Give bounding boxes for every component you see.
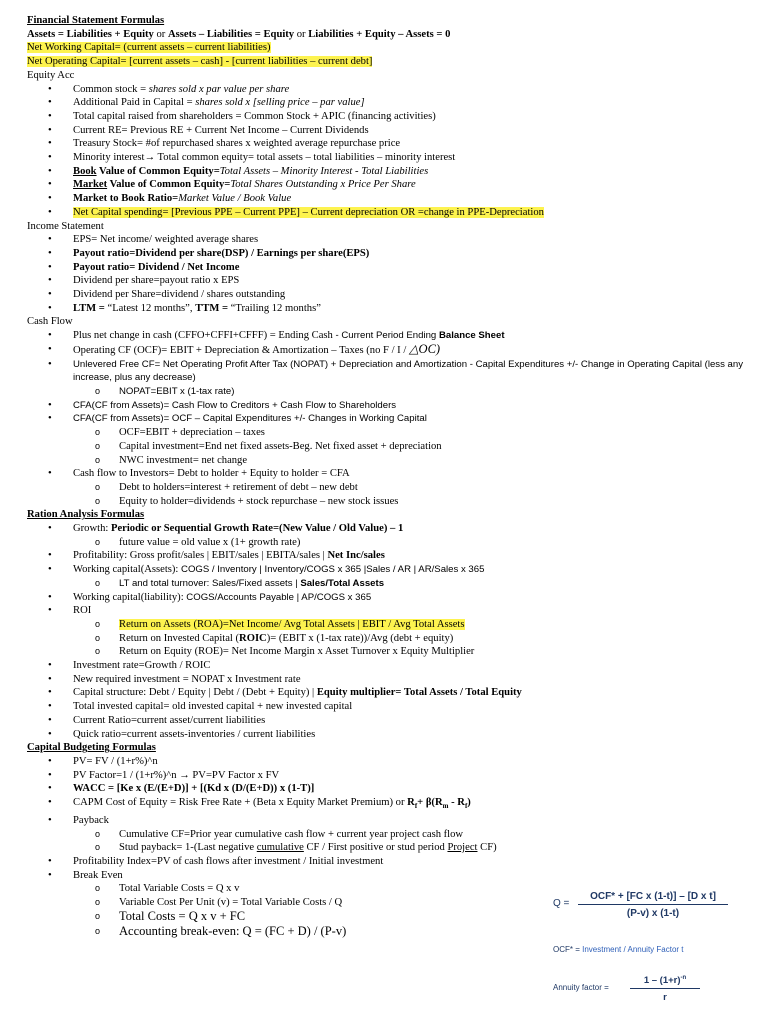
- sub-list-item: [27, 645, 757, 659]
- sub-list-item: [27, 454, 757, 468]
- list-item: [27, 467, 757, 481]
- text-run: shares sold x par value per share: [148, 83, 290, 95]
- text-run: Value of Common Equity=: [107, 179, 231, 191]
- text-run: Current Ratio=current asset/current liabilities: [73, 714, 266, 726]
- text-run: Book: [73, 165, 97, 177]
- text-run: Debt to holders=interest + retirement of debt – new debt: [119, 481, 358, 493]
- list-item: [27, 110, 757, 124]
- list-item: [27, 247, 757, 261]
- text-run: Project: [447, 842, 478, 854]
- text-run: Total invested capital= old invested capital + new invested capital: [73, 701, 353, 713]
- text-run: Common stock =: [73, 83, 149, 95]
- text-run: cumulative: [256, 842, 304, 854]
- text-run: Total Costs = Q x v + FC: [119, 908, 246, 923]
- text-run: CF): [477, 842, 497, 854]
- annuity-factor-label: Annuity factor =: [553, 983, 609, 992]
- text-run: WACC = [Ke x (E/(E+D)] + [(Kd x (D/(E+D)) x (1-T)]: [73, 783, 315, 795]
- ocf-star-value: Investment / Annuity Factor t: [582, 945, 684, 954]
- list-item: [27, 604, 757, 618]
- list-item: [27, 728, 757, 742]
- text-run: CAPM Cost of Equity = Risk Free Rate + (Beta x Equity Market Premium) or: [73, 797, 408, 809]
- q-formula-label: Q =: [553, 898, 570, 909]
- sub-list-item: [27, 828, 757, 842]
- text-run: “Latest 12 months”,: [107, 302, 196, 314]
- sub-list-item: [27, 536, 757, 550]
- equity-list: [27, 83, 757, 220]
- sub-list-item: [27, 925, 757, 940]
- ocf-star-prefix: OCF* =: [553, 945, 583, 954]
- text-run: NOPAT=EBIT x (1-tax rate): [119, 385, 235, 397]
- list-item: [27, 261, 757, 275]
- text-run: “Trailing 12 months”: [230, 302, 321, 314]
- ocf-star-definition: [553, 945, 684, 954]
- text-run: PV= FV / (1+r%)^n: [73, 755, 158, 767]
- q-denominator: (P-v) x (1-t): [626, 908, 680, 919]
- text-run: Return on Assets (ROA)=Net Income/ Avg Total Assets | EBIT / Avg Total Assets: [119, 618, 465, 630]
- cash-flow-heading: Cash Flow: [27, 316, 73, 328]
- text-run: )= (EBIT x (1-tax rate))/Avg (debt + equity): [266, 632, 454, 644]
- list-item: [27, 124, 757, 138]
- text-run: Assets = Liabilities + Equity: [27, 28, 154, 40]
- text-run: △OC): [408, 341, 441, 356]
- list-item: [27, 769, 757, 783]
- text-run: or: [294, 28, 309, 40]
- list-item: [27, 686, 757, 700]
- text-run: Total Shares Outstanding x Price Per Share: [230, 179, 416, 191]
- text-run: Total Assets – Minority Interest - Total Liabilities: [219, 165, 429, 177]
- list-item: [27, 288, 757, 302]
- text-run: m: [442, 802, 449, 811]
- list-item: [27, 137, 757, 151]
- list-item: [27, 755, 757, 769]
- net-working-capital: Net Working Capital= (current assets – current liabilities): [27, 42, 271, 54]
- text-run: Sales/Total Assets: [300, 577, 385, 589]
- text-run: COGS / Inventory | Inventory/COGS x 365 |Sales / AR | AR/Sales x 365: [181, 564, 485, 576]
- text-run: ROIC: [239, 632, 267, 644]
- list-item: [27, 329, 757, 343]
- list-item: [27, 700, 757, 714]
- list-item: [27, 192, 757, 206]
- text-run: Stud payback= 1-(Last negative: [119, 842, 257, 854]
- text-run: - R: [448, 797, 465, 809]
- text-run: Plus net change in cash (CFFO+CFFI+CFFF) = Ending Cash: [73, 330, 336, 342]
- text-run: Dividend per share=payout ratio x EPS: [73, 275, 240, 287]
- text-run: CFA(CF from Assets)= Cash Flow to Creditors + Cash Flow to Shareholders: [73, 399, 397, 411]
- list-item: [27, 673, 757, 687]
- text-run: ): [467, 797, 471, 809]
- list-item: [27, 714, 757, 728]
- annuity-denominator: r: [663, 992, 667, 1004]
- list-item: [27, 855, 757, 869]
- ratio-list: [27, 522, 757, 741]
- text-run: Working capital(Assets):: [73, 564, 182, 576]
- list-item: [27, 274, 757, 288]
- sub-list-item: [27, 632, 757, 646]
- text-run: OCF=EBIT + depreciation – taxes: [119, 427, 265, 439]
- text-run: Net Capital spending= [Previous PPE – Current PPE] – Current depreciation OR =change in PPE-Depreciation: [73, 206, 544, 218]
- text-run: future value = old value x (1+ growth rate): [119, 536, 301, 548]
- list-item: [27, 869, 757, 883]
- annuity-factor-fraction: [630, 975, 700, 1003]
- list-item: [27, 796, 757, 814]
- text-run: New required investment = NOPAT x Investment rate: [73, 673, 301, 685]
- text-run: Market: [73, 179, 108, 191]
- list-item: [27, 302, 757, 316]
- text-run: Capital investment=End net fixed assets-Beg. Net fixed asset + depreciation: [119, 440, 442, 452]
- q-numerator: OCF* + [FC x (1-t)] – [D x t]: [578, 891, 728, 905]
- list-item: [27, 814, 757, 828]
- text-run: ROI: [73, 605, 92, 617]
- section-title-ratio-analysis: Ration Analysis Formulas: [27, 509, 145, 521]
- text-run: Payout ratio= Dividend / Net Income: [73, 261, 240, 273]
- text-run: Dividend per Share=dividend / shares outstanding: [73, 289, 286, 301]
- text-run: Total capital raised from shareholders = Common Stock + APIC (financing activities): [73, 110, 436, 122]
- section-title-capital-budgeting: Capital Budgeting Formulas: [27, 742, 156, 754]
- equity-acc-heading: Equity Acc: [27, 69, 75, 81]
- text-run: Working capital(liability):: [73, 591, 187, 603]
- list-item: [27, 591, 757, 605]
- list-item: [27, 782, 757, 796]
- text-run: CF / First positive or stud period: [303, 842, 448, 854]
- section-title-financial-statement: Financial Statement Formulas: [27, 15, 165, 26]
- list-item: [27, 659, 757, 673]
- list-item: [27, 178, 757, 192]
- text-run: Profitability Index=PV of cash flows after investment / Initial investment: [73, 856, 384, 867]
- text-run: or: [153, 28, 168, 40]
- text-run: Assets – Liabilities = Equity: [167, 28, 295, 40]
- text-run: Equity to holder=dividends + stock repurchase – new stock issues: [119, 495, 399, 507]
- sub-list-item: [27, 426, 757, 440]
- income-list: [27, 233, 757, 315]
- text-run: Market to Book Ratio=: [73, 193, 179, 205]
- annuity-numerator-base: 1 – (1+r): [643, 975, 681, 987]
- text-run: Payout ratio=Dividend per share(DSP) / Earnings per share(EPS): [73, 247, 370, 259]
- annuity-numerator-exponent: -n: [680, 975, 687, 981]
- text-run: Net Inc/sales: [327, 550, 385, 562]
- list-item: [27, 522, 757, 536]
- text-run: Equity multiplier= Total Assets / Total Equity: [316, 687, 522, 699]
- list-item: [27, 165, 757, 179]
- list-item: [27, 151, 757, 165]
- text-run: NWC investment= net change: [119, 454, 248, 466]
- sub-list-item: [27, 618, 757, 632]
- text-run: Accounting break-even: Q = (FC + D) / (P-v): [119, 923, 347, 938]
- text-run: Treasury Stock= #of repurchased shares x weighted average repurchase price: [73, 138, 401, 150]
- sub-list-item: [27, 495, 757, 509]
- list-item: [27, 412, 757, 426]
- list-item: [27, 343, 757, 358]
- text-run: Variable Cost Per Unit (v) = Total Variable Costs / Q: [119, 897, 343, 909]
- list-item: [27, 358, 757, 385]
- list-item: [27, 399, 757, 413]
- text-run: LTM =: [73, 302, 108, 314]
- text-run: PV Factor=1 / (1+r%)^n → PV=PV Factor x FV: [73, 769, 280, 781]
- list-item: [27, 96, 757, 110]
- text-run: Investment rate=Growth / ROIC: [73, 660, 211, 672]
- list-item: [27, 549, 757, 563]
- text-run: shares sold x [selling price – par value]: [195, 97, 365, 109]
- text-run: Operating CF (OCF)= EBIT + Depreciation & Amortization – Taxes (no F / I /: [73, 344, 409, 356]
- text-run: Unlevered Free CF= Net Operating Profit After Tax (NOPAT) + Depreciation and Amortization - Capital Expenditures +/- Change in Operating Capital (less any increase, plus any decrease): [73, 358, 744, 384]
- income-statement-heading: Income Statement: [27, 220, 104, 232]
- document-page: [27, 14, 757, 939]
- text-run: Growth:: [73, 523, 111, 535]
- text-run: Quick ratio=current assets-inventories / current liabilities: [73, 728, 316, 740]
- text-run: Additional Paid in Capital =: [73, 97, 196, 109]
- text-run: Return on Invested Capital (: [119, 632, 240, 644]
- text-run: EPS= Net income/ weighted average shares: [73, 234, 259, 246]
- text-run: Periodic or Sequential Growth Rate=(New Value / Old Value) – 1: [110, 523, 404, 535]
- text-run: Balance Sheet: [438, 330, 505, 342]
- text-run: LT and total turnover: Sales/Fixed assets |: [119, 577, 301, 589]
- list-item: [27, 206, 757, 220]
- text-run: Cumulative CF=Prior year cumulative cash flow + current year project cash flow: [119, 828, 464, 840]
- text-run: f: [464, 802, 468, 811]
- text-run: Capital structure: Debt / Equity | Debt / (Debt + Equity) |: [73, 687, 317, 699]
- text-run: COGS/Accounts Payable | AP/COGS x 365: [186, 591, 372, 603]
- text-run: Return on Equity (ROE)= Net Income Margin x Asset Turnover x Equity Multiplier: [119, 646, 475, 658]
- accounting-equation: [27, 28, 757, 42]
- text-run: Break Even: [73, 869, 123, 881]
- sub-list-item: [27, 841, 757, 855]
- text-run: Profitability: Gross profit/sales | EBIT/sales | EBITA/sales |: [73, 550, 328, 562]
- sub-list-item: [27, 481, 757, 495]
- cash-flow-list: [27, 329, 757, 508]
- text-run: Minority interest→ Total common equity= total assets – total liabilities – minority interest: [73, 152, 456, 164]
- text-run: Current RE= Previous RE + Current Net Income – Current Dividends: [73, 124, 369, 136]
- sub-list-item: [27, 577, 757, 591]
- text-run: - Current Period Ending: [335, 330, 439, 342]
- net-operating-capital: Net Operating Capital= [current assets – cash] - [current liabilities – current debt]: [27, 56, 373, 68]
- list-item: [27, 83, 757, 97]
- text-run: R: [407, 797, 415, 809]
- text-run: Market Value / Book Value: [178, 193, 292, 205]
- list-item: [27, 563, 757, 577]
- text-run: Value of Common Equity=: [96, 165, 220, 177]
- text-run: TTM =: [195, 302, 231, 314]
- text-run: + β(R: [417, 797, 443, 809]
- annuity-numerator: [630, 975, 700, 989]
- text-run: Liabilities + Equity – Assets = 0: [308, 28, 451, 40]
- text-run: f: [414, 802, 418, 811]
- break-even-q-fraction: [578, 891, 728, 919]
- text-run: Total Variable Costs = Q x v: [119, 883, 240, 895]
- text-run: Payback: [73, 814, 109, 826]
- sub-list-item: [27, 440, 757, 454]
- text-run: CFA(CF from Assets)= OCF – Capital Expenditures +/- Changes in Working Capital: [73, 413, 427, 425]
- sub-list-item: [27, 385, 757, 399]
- list-item: [27, 233, 757, 247]
- text-run: Cash flow to Investors= Debt to holder + Equity to holder = CFA: [73, 468, 350, 480]
